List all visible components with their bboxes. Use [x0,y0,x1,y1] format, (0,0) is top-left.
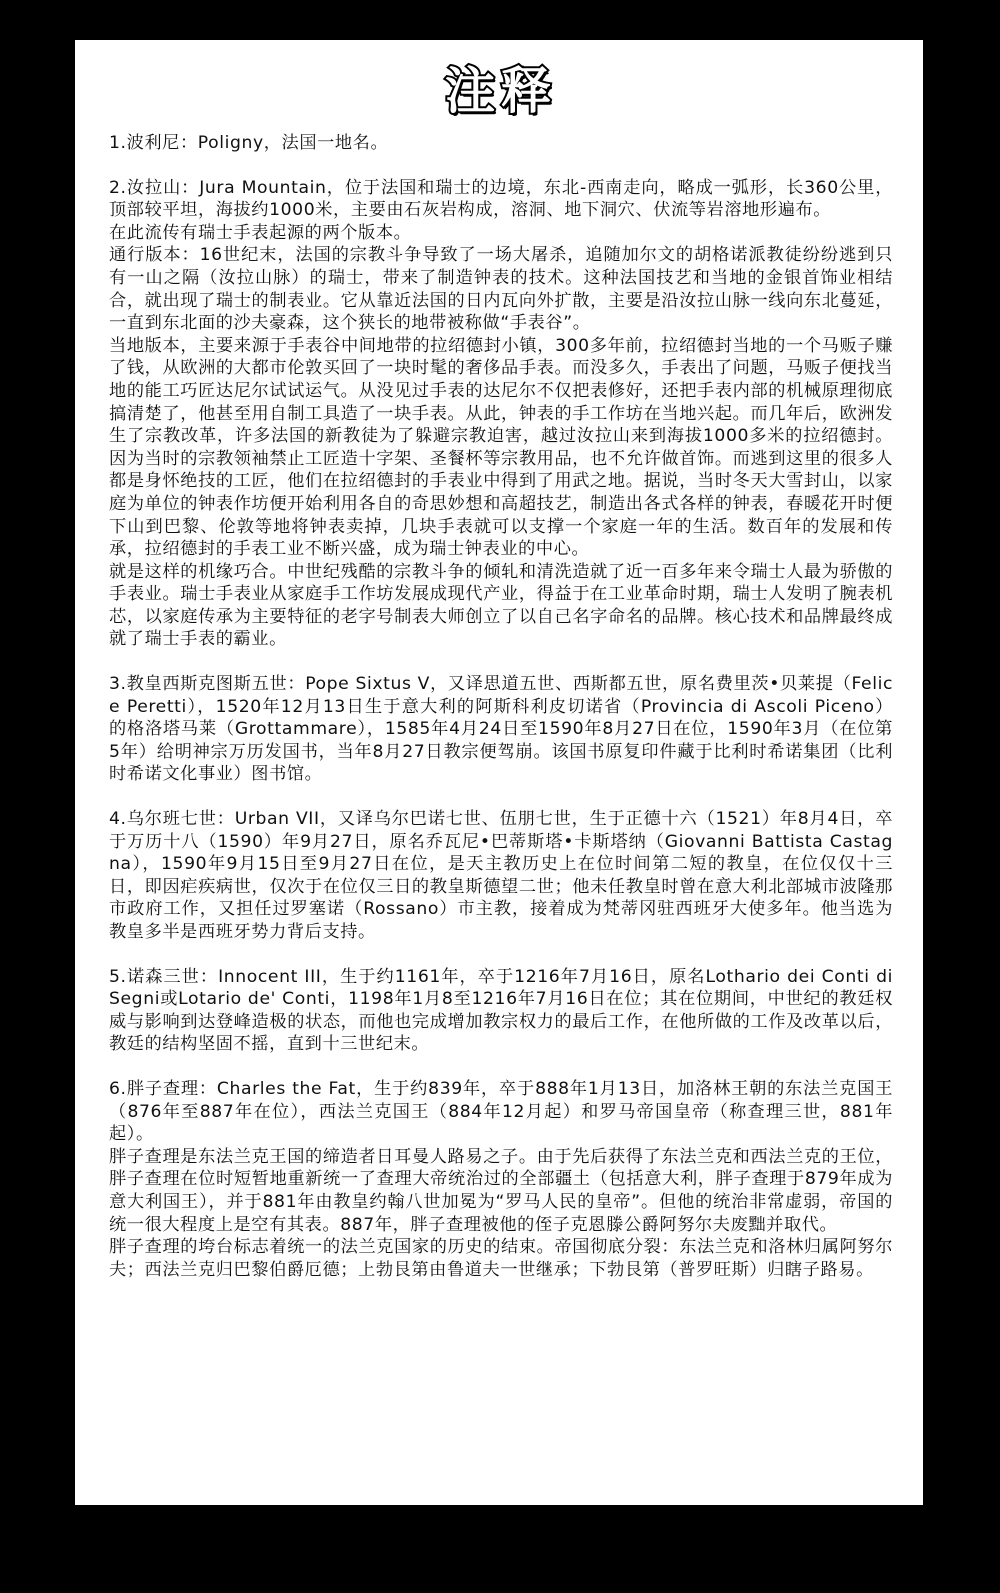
page [75,40,923,1505]
note-6 [109,1078,893,1281]
note-paragraph: 4.乌尔班七世：Urban VII，又译乌尔巴诺七世、伍朋七世，生于正德十六（1521）年8月4日，卒于万历十八（1590）年9月27日，原名乔瓦尼•巴蒂斯塔•卡斯塔纳（Giovanni Battista Castagna），1590年9月15日至9月27日在位，是天主教历史上在位时间第二短的教皇，在位仅仅十三日，即因疟疾病世，仅次于在位仅三日的教皇斯德望二世；他未任教皇时曾在意大利北部城市波隆那市政府工作，又担任过罗塞诺（Rossano）市主教，接着成为梵蒂冈驻西班牙大使多年。他当选为教皇多半是西班牙势力背后支持。 [109,809,893,942]
note-paragraph: 5.诺森三世：Innocent III，生于约1161年，卒于1216年7月16日，原名Lothario dei Conti di Segni或Lotario de' Conti，1198年1月8至1216年7月16日在位；其在位期间，中世纪的教廷权威与影响到达登峰造极的状态，而他也完成增加教宗权力的最后工作，在他所做的工作及改革以后，教廷的结构坚固不摇，直到十三世纪末。 [109,966,893,1055]
note-paragraph: 当地版本，主要来源于手表谷中间地带的拉绍德封小镇，300多年前，拉绍德封当地的一个马贩子赚了钱，从欧洲的大都市伦敦买回了一块时髦的奢侈品手表。而没多久，手表出了问题，马贩子便找当地的能工巧匠达尼尔试试运气。从没见过手表的达尼尔不仅把表修好，还把手表内部的机械原理彻底搞清楚了，他甚至用自制工具造了一块手表。从此，钟表的手工作坊在当地兴起。而几年后，欧洲发生了宗教改革，许多法国的新教徒为了躲避宗教迫害，越过汝拉山来到海拔1000多米的拉绍德封。因为当时的宗教领袖禁止工匠造十字架、圣餐杯等宗教用品，也不允许做首饰。而逃到这里的很多人都是身怀绝技的工匠，他们在拉绍德封的手表业中得到了用武之地。据说，当时冬天大雪封山，以家庭为单位的钟表作坊便开始利用各自的奇思妙想和高超技艺，制造出各式各样的钟表，春暖花开时便下山到巴黎、伦敦等地将钟表卖掉，几块手表就可以支撑一个家庭一年的生活。数百年的发展和传承，拉绍德封的手表工业不断兴盛，成为瑞士钟表业的中心。 [109,335,893,560]
note-paragraph: 3.教皇西斯克图斯五世：Pope Sixtus V，又译思道五世、西斯都五世，原名费里茨•贝莱提（Felice Peretti），1520年12月13日生于意大利的阿斯科利皮切诺省（Provincia di Ascoli Piceno）的格洛塔马莱（Grottammare），1585年4月24日至1590年8月27日在位，1590年3月（在位第5年）给明神宗万历发国书，当年8月27日教宗便驾崩。该国书原复印件藏于比利时希诺集团（比利时希诺文化事业）图书馆。 [109,674,893,785]
note-5 [109,966,893,1056]
title-banner [109,52,893,130]
note-paragraph: 就是这样的机缘巧合。中世纪残酷的宗教斗争的倾轧和清洗造就了近一百多年来令瑞士人最为骄傲的手表业。瑞士手表业从家庭手工作坊发展成现代产业，得益于在工业革命时期，瑞士人发明了腕表机芯，以家庭传承为主要特征的老字号制表大师创立了以自己名字命名的品牌。核心技术和品牌最终成就了瑞士手表的霸业。 [109,561,893,650]
note-paragraph: 1.波利尼：Poligny，法国一地名。 [109,133,389,153]
note-1 [109,132,893,155]
note-4 [109,808,893,944]
note-paragraph: 胖子查理是东法兰克王国的缔造者日耳曼人路易之子。由于先后获得了东法兰克和西法兰克的王位，胖子查理在位时短暂地重新统一了查理大帝统治过的全部疆土（包括意大利，胖子查理于879年成为意大利国王），并于881年由教皇约翰八世加冕为“罗马人民的皇帝”。但他的统治非常虚弱，帝国的统一很大程度上是空有其表。887年，胖子查理被他的侄子克恩滕公爵阿努尔夫废黜并取代。 [109,1146,893,1235]
note-paragraph: 2.汝拉山：Jura Mountain，位于法国和瑞士的边境，东北-西南走向，略成一弧形，长360公里，顶部较平坦，海拔约1000米，主要由石灰岩构成，溶洞、地下洞穴、伏流等岩溶地形遍布。 [109,177,893,221]
note-3 [109,673,893,786]
note-paragraph: 胖子查理的垮台标志着统一的法兰克国家的历史的结束。帝国彻底分裂：东法兰克和洛林归属阿努尔夫；西法兰克归巴黎伯爵厄德；上勃艮第由鲁道夫一世继承；下勃艮第（普罗旺斯）归瞎子路易。 [109,1237,893,1280]
page-title: 注释 [445,62,557,120]
note-2 [109,177,893,651]
note-paragraph: 通行版本：16世纪末，法国的宗教斗争导致了一场大屠杀，追随加尔文的胡格诺派教徒纷纷逃到只有一山之隔（汝拉山脉）的瑞士，带来了制造钟表的技术。这种法国技艺和当地的金银首饰业相结合，就出现了瑞士的制表业。它从靠近法国的日内瓦向外扩散，主要是沿汝拉山脉一线向东北蔓延，一直到东北面的沙夫豪森，这个狭长的地带被称做“手表谷”。 [109,245,893,334]
note-paragraph: 6.胖子查理：Charles the Fat，生于约839年，卒于888年1月13日，加洛林王朝的东法兰克国王（876年至887年在位），西法兰克国王（884年12月起）和罗马帝国皇帝（称查理三世，881年起）。 [109,1078,893,1145]
note-paragraph: 在此流传有瑞士手表起源的两个版本。 [109,222,412,243]
